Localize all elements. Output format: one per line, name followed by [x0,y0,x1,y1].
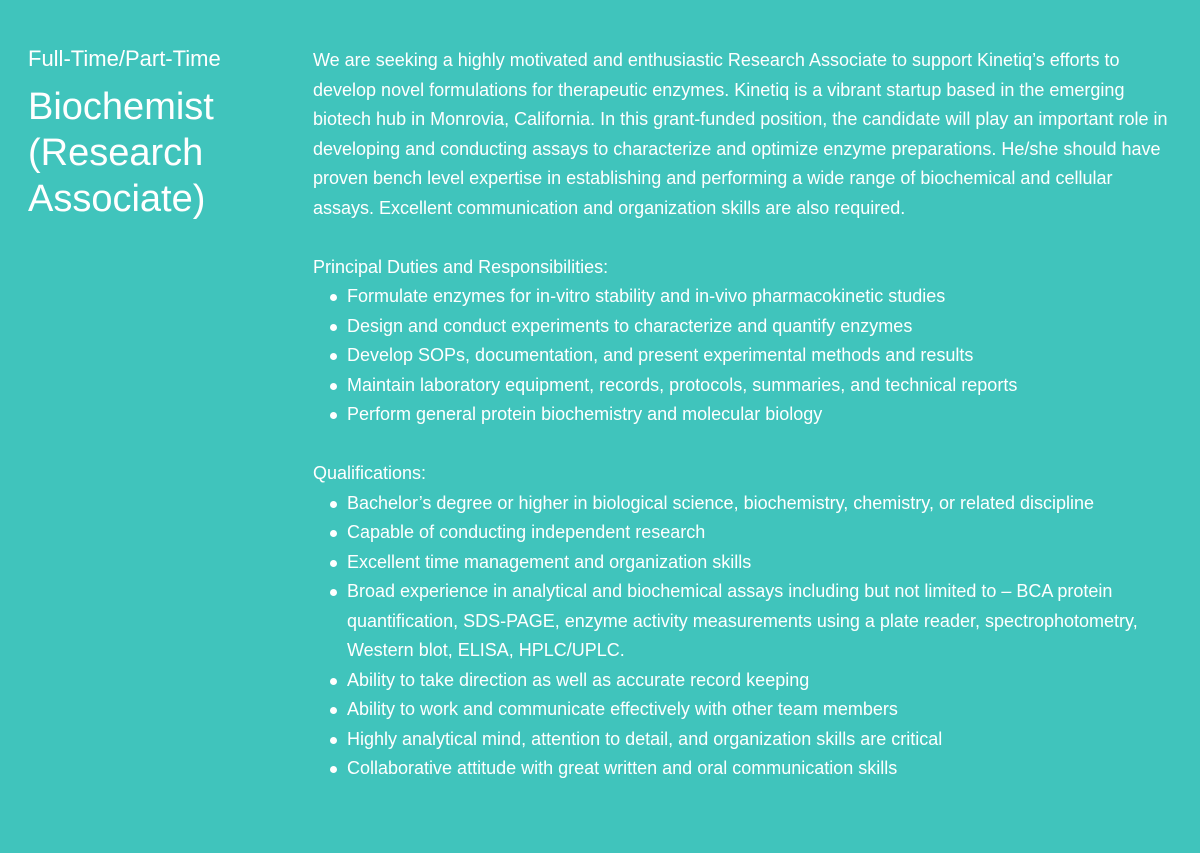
list-item [347,312,1173,342]
list-item-text: Collaborative attitude with great written and oral communication skills [347,758,898,778]
qualifications-list [313,489,1173,784]
job-type-label: Full-Time/Part-Time [28,46,221,71]
bullet-icon [330,678,337,685]
list-item [347,400,1173,430]
list-item-text: Perform general protein biochemistry and molecular biology [347,404,823,424]
bullet-icon [330,294,337,301]
job-title: Biochemist (Research Associate) [28,86,214,220]
bullet-icon [330,501,337,508]
qualifications-heading: Qualifications: [313,463,427,483]
bullet-icon [330,530,337,537]
list-item [347,548,1173,578]
list-item [347,725,1173,755]
bullet-icon [330,383,337,390]
list-item-text: Ability to take direction as well as accurate record keeping [347,669,810,690]
job-description [313,46,1173,784]
list-item-text: Broad experience in analytical and biochemical assays including but not limited to – BCA protein quantification, SDS-PAGE, enzyme activity measurements using a plate reader, spectrophotometry, Western blot, ELISA, HPLC/UPLC. [347,581,1138,660]
list-item [347,341,1173,371]
duties-heading: Principal Duties and Responsibilities: [313,256,609,277]
bullet-icon [330,766,337,773]
bullet-icon [330,707,337,714]
bullet-icon [330,560,337,567]
job-header [28,44,278,222]
list-item [347,695,1173,725]
list-item-text: Develop SOPs, documentation, and present experimental methods and results [347,345,974,365]
list-item [347,489,1173,519]
bullet-icon [330,324,337,331]
list-item-text: Highly analytical mind, attention to detail, and organization skills are critical [347,728,943,749]
bullet-icon [330,589,337,596]
list-item-text: Bachelor’s degree or higher in biological science, biochemistry, chemistry, or related discipline [347,492,1095,513]
list-item-text: Ability to work and communicate effectively with other team members [347,699,898,719]
bullet-icon [330,737,337,744]
list-item-text: Design and conduct experiments to characterize and quantify enzymes [347,315,913,336]
list-item-text: Capable of conducting independent research [347,522,706,542]
list-item [347,518,1173,548]
duties-list [313,282,1173,430]
list-item [347,754,1173,784]
bullet-icon [330,353,337,360]
list-item-text: Maintain laboratory equipment, records, protocols, summaries, and technical reports [347,374,1018,395]
job-intro-paragraph: We are seeking a highly motivated and enthusiastic Research Associate to support Kinetiq’s efforts to develop novel formulations for therapeutic enzymes. Kinetiq is a vibrant startup based in the emerging biotech hub in Monrovia, California. In this grant-funded position, the candidate will play an important role in developing and conducting assays to characterize and optimize enzyme preparations. He/she should have proven bench level expertise in establishing and performing a wide range of biochemical and cellular assays. Excellent communication and organization skills are also required. [313,50,1168,218]
list-item [347,371,1173,401]
list-item [347,577,1173,666]
list-item-text: Excellent time management and organization skills [347,551,752,572]
list-item [347,666,1173,696]
list-item-text: Formulate enzymes for in-vitro stability and in-vivo pharmacokinetic studies [347,286,946,306]
list-item [347,282,1173,312]
bullet-icon [330,412,337,419]
